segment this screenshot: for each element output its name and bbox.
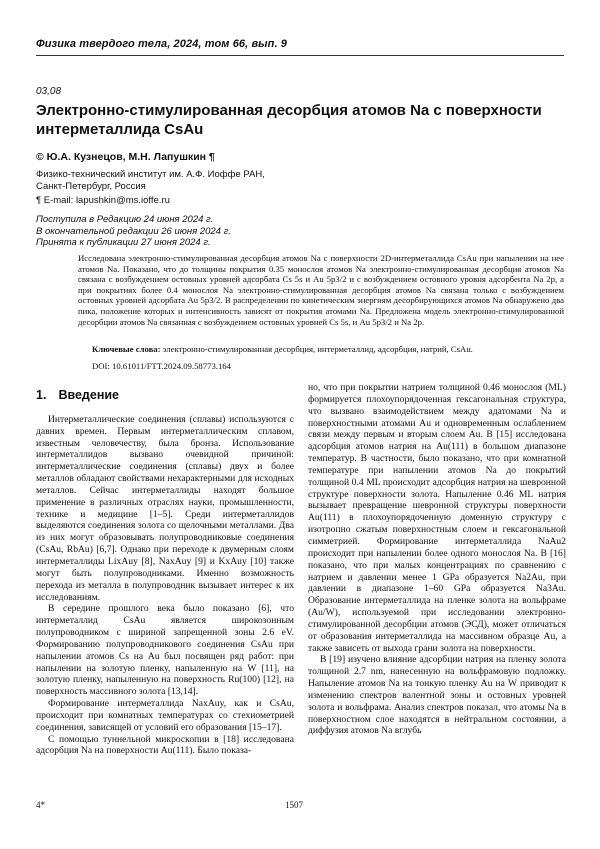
paragraph: Формирование интерметаллида NaxAuy, как и CsAu, происходит при комнатных температурах со стехиометрией соединения, зависящей от условий его образования [15–17]. bbox=[36, 698, 294, 733]
keywords-text: электронно-стимулированная десорбция, интерметаллид, адсорбция, натрий, CsAu. bbox=[162, 344, 473, 354]
paragraph: но, что при покрытии натрием толщиной 0.46 монослоя (ML) формируется плохоупорядоченная гексагональная структура, что вызвано взаимодействием между адатомами Na и поверхностными атомами Au и одновременным ослаблением связи между первым и вторым слоем Au. В [15] исследована адсорбция атомов натрия на Au(111) в большом диапазоне температур. В частности, было показано, что при комнатной температуре при напылении атомов Na до покрытий толщиной 0.4 ML происходит адсорбция натрия на шевронной структуре поверхности золота. Напыление 0.46 ML натрия вызывает превращение шевронной структуры поверхности Au(111) в плохоупорядоченную доменную структуру с изотропно сжатым поверхностным слоем и гексагональной симметрией. Формирование интерметаллида NaAu2 происходит при напылении более одного монослоя Na. В [16] показано, что при малых концентрациях по сравнению с натрием и давлении менее 1 GPa образуется Na2Au, при давлении в диапазоне 1–60 GPa образуется Na3Au. Образование интерметаллида на пленке золота на вольфраме (Au/W), используемой при исследовании электронно-стимулированной десорбции атомов (ЭСД), может отличаться от образования интерметаллида на массивном образце Au, а также зависеть от выхода грани золота на поверхности. bbox=[308, 382, 566, 654]
doi: DOI: 10.61011/FTT.2024.09.58773.164 bbox=[92, 361, 231, 371]
left-column bbox=[36, 382, 294, 757]
abstract: Исследована электронно-стимулированная десорбция атомов Na с поверхности 2D-интерметаллида CsAu при напылении на нее атомов Na. Показано, что до толщины покрытия 0.35 монослоя атомов Na электронно-стимулированная десорбция атомов Na связана с возбуждением остовных уровней адсорбата Cs 5s и Au 5p3/2 и с возбуждением остовного уровня адсорбента Na 2p, а при покрытиях более 0.4 монослоя Na электронно-стимулированная десорбция атомов Na связана только с возбуждением остовных уровней адсорбата Au 5p3/2. В распределении по кинетическим энергиям десорбирующихся атомов Na обнаружено два пика, положение которых и интенсивность зависят от покрытия атомами Na. Предложена модель электронно-стимулированной десорбции атомов Na связанная с возбуждением остовных уровней Cs 5s, и Au 5p3/2 и Na 2p. bbox=[78, 253, 564, 327]
udc-code: 03,08 bbox=[36, 86, 62, 97]
date-received: Поступила в Редакцию 24 июня 2024 г. bbox=[36, 214, 214, 225]
journal-header: Физика твердого тела, 2024, том 66, вып. 9 bbox=[36, 38, 288, 50]
author-email: ¶ E-mail: lapushkin@ms.ioffe.ru bbox=[36, 195, 170, 206]
section-heading bbox=[36, 390, 294, 402]
article-title: Электронно-стимулированная десорбция атомов Na с поверхности интерметаллида CsAu bbox=[36, 102, 542, 138]
affiliation-line-2: Санкт-Петербург, Россия bbox=[36, 181, 146, 192]
paragraph: Интерметаллические соединения (сплавы) используются с давних времен. Первым интерметаллическим сплавом, известным человечеству, была бронза. Использование интерметаллидов вызвано очевидной причиной: интерметаллические соединения (сплавы) двух и более металлов обладают свойствами нехарактерными для исходных металлов. Сейчас интерметаллиды находят большое применение в различных отраслях науки, промышленности, технике и медицине [1–5]. Среди интерметаллидов выделяются соединения золота со щелочными металлами. Два из них могут образовывать полупроводниковые соединения (CsAu, RbAu) [6,7]. Однако при переходе к двумерным слоям интерметаллиды LixAuy [8], NaxAuy [9] и KxAuy [10] также могут быть полупроводниками. Именно возможность перехода из металла в полупроводник вызывает интерес к их исследованиям. bbox=[36, 413, 294, 603]
section-number: 1. bbox=[36, 388, 47, 402]
paragraph: В середине прошлого века было показано [6], что интерметаллид CsAu является широкозонным полупроводником с шириной запрещенной зоны 2.6 eV. Формированию полупроводникового соединения CsAu при напылении атомов Cs на Au был посвящен ряд работ: при напылении на золотую пленку, напыленную на W [11], на золотую пленку, напыленную на поверхность Ru(100) [12], на поверхность массивного золота [13,14]. bbox=[36, 603, 294, 698]
page-number: 1507 bbox=[285, 800, 303, 810]
date-final: В окончательной редакции 26 июня 2024 г. bbox=[36, 225, 231, 237]
right-column bbox=[308, 382, 566, 737]
date-accepted: Принята к публикации 27 июня 2024 г. bbox=[36, 237, 211, 248]
signature-mark: 4* bbox=[36, 800, 45, 810]
paragraph: В [19] изучено влияние адсорбции натрия на пленку золота толщиной 2.7 nm, нанесенную на вольфрамовую подложку. Напыление атомов Na на тонкую пленку Au на W приводит к изменению спектров валентной зоны и остовных уровней золота и вольфрама. Анализ спектров показал, что атомы Na в поверхностном слое находятся в нейтральном состоянии, а диффузия атомов Na вглубь bbox=[308, 654, 566, 737]
section-title: Введение bbox=[58, 388, 120, 402]
paragraph: С помощью туннельной микроскопии в [18] исследована адсорбция Na на поверхности Au(111). Было показа- bbox=[36, 733, 294, 757]
authors: © Ю.А. Кузнецов, М.Н. Лапушкин ¶ bbox=[36, 151, 215, 163]
keywords bbox=[92, 344, 562, 354]
affiliation bbox=[36, 169, 265, 193]
header-rule bbox=[36, 55, 564, 56]
publication-dates bbox=[36, 214, 231, 249]
affiliation-line-1: Физико-технический институт им. А.Ф. Иоффе РАН, bbox=[36, 169, 265, 180]
keywords-label: Ключевые слова: bbox=[92, 344, 161, 354]
